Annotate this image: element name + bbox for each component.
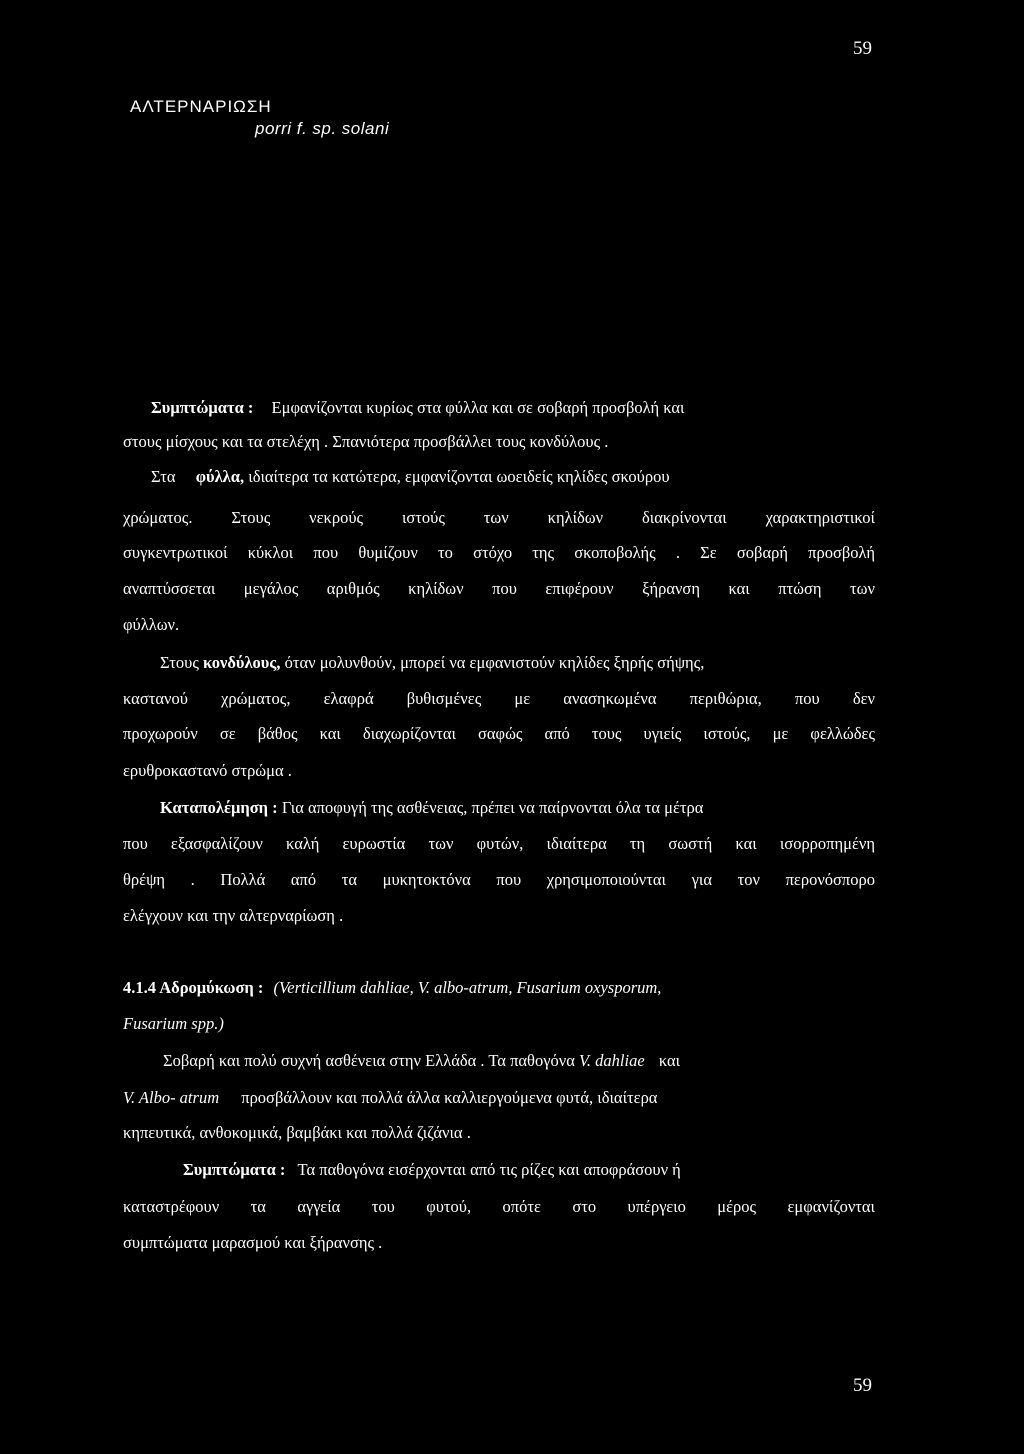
section-heading: 4.1.4 Αδρομύκωση : (123, 978, 264, 997)
species-list-cont: Fusarium spp.) (123, 1014, 224, 1033)
section-heading-line (123, 977, 875, 999)
header-subtitle: porri f. sp. solani (255, 119, 390, 138)
page-number-bottom: 59 (853, 1375, 872, 1396)
p2-line-1: Στους κονδύλους, όταν μολυνθούν, μπορεί να εμφανιστούν κηλίδες ξηρής σήψης, (160, 653, 705, 672)
header-title: ΑΛΤΕΡΝΑΡΙΩΣΗ (130, 97, 272, 116)
p1-line-6: αναπτύσσεται μεγάλος αριθμός κηλίδων που επιφέρουν ξήρανση και πτώση των (123, 579, 875, 598)
p3-line-1: Καταπολέμηση : Για αποφυγή της ασθένειας, πρέπει να παίρνονται όλα τα μέτρα (160, 798, 704, 817)
section-p2-line-3: συμπτώματα μαρασμού και ξήρανσης . (123, 1233, 383, 1252)
p3-line-2: που εξασφαλίζουν καλή ευρωστία των φυτών, ιδιαίτερα τη σωστή και ισορροπημένη (123, 834, 875, 853)
section-p1-line-3: κηπευτικά, ανθοκομικά, βαμβάκι και πολλά ζιζάνια . (123, 1123, 471, 1142)
section-p1-line-2: V. Albo- atrum προσβάλλουν και πολλά άλλα καλλιεργούμενα φυτά, ιδιαίτερα (123, 1088, 658, 1107)
p1-line-5: συγκεντρωτικοί κύκλοι που θυμίζουν το στόχο της σκοποβολής . Σε σοβαρή προσβολή (123, 543, 875, 562)
p2-line-4: ερυθροκαστανό στρώμα . (123, 761, 292, 780)
section-p2-line-2: καταστρέφουν τα αγγεία του φυτού, οπότε στο υπέργειο μέρος εμφανίζονται (123, 1197, 875, 1216)
symptoms-label: Συμπτώματα : (151, 398, 254, 417)
p1-line-2: στους μίσχους και τα στελέχη . Σπανιότερα προσβάλλει τους κονδύλους . (123, 432, 609, 451)
p2-line-2: καστανού χρώματος, ελαφρά βυθισμένες με ανασηκωμένα περιθώρια, που δεν (123, 689, 875, 708)
control-label: Καταπολέμηση : (160, 798, 278, 817)
p1-line-1: Συμπτώματα : Εμφανίζονται κυρίως στα φύλλα και σε σοβαρή προσβολή και (151, 398, 685, 417)
p1-line-3: Στα φύλλα, ιδιαίτερα τα κατώτερα, εμφανίζονται ωοειδείς κηλίδες σκούρου (151, 467, 670, 486)
section-p1-line-1: Σοβαρή και πολύ συχνή ασθένεια στην Ελλάδα . Τα παθογόνα V. dahliae και (163, 1051, 681, 1070)
page-header (130, 96, 389, 140)
p2-line-3: προχωρούν σε βάθος και διαχωρίζονται σαφώς από τους υγιείς ιστούς, με φελλώδες (123, 724, 875, 743)
page-number-top: 59 (853, 38, 872, 59)
p1-line-4: χρώματος. Στους νεκρούς ιστούς των κηλίδων διακρίνονται χαρακτηριστικοί (123, 508, 875, 527)
section-p2-line-1: Συμπτώματα : Τα παθογόνα εισέρχονται από τις ρίζες και αποφράσουν ή (183, 1160, 681, 1179)
symptoms-label-2: Συμπτώματα : (183, 1160, 286, 1179)
p3-line-4: ελέγχουν και την αλτερναρίωση . (123, 906, 344, 925)
p1-line-7: φύλλων. (123, 615, 180, 634)
species-list: (Verticillium dahliae, V. albo-atrum, Fusarium oxysporum, (273, 978, 662, 997)
p3-line-3: θρέψη . Πολλά από τα μυκητοκτόνα που χρησιμοποιούνται για τον περονόσπορο (123, 870, 875, 889)
